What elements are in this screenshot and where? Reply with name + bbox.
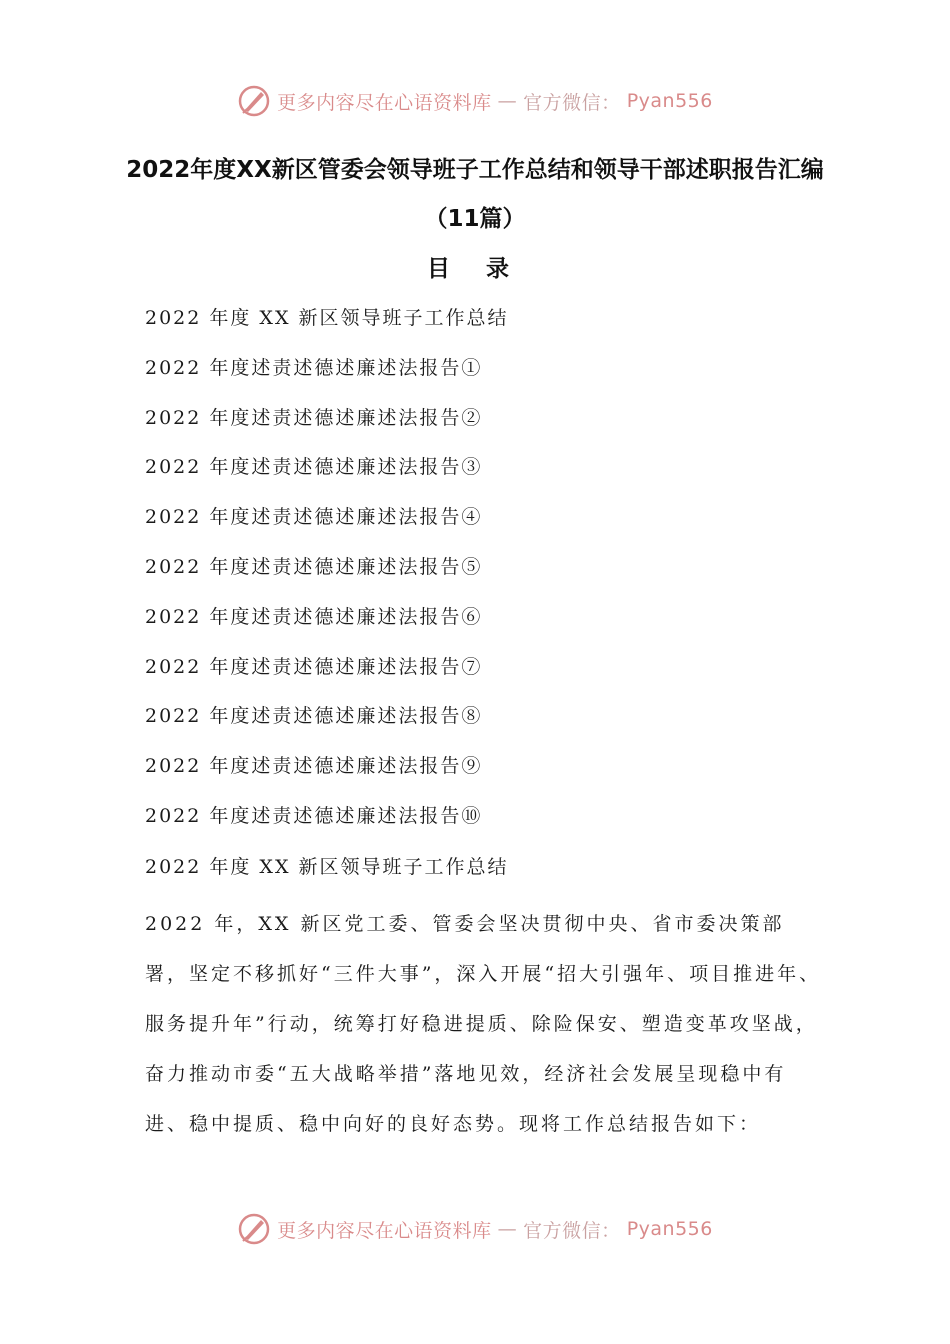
- toc-item[interactable]: 2022 年度述责述德述廉述法报告⑨: [145, 755, 483, 778]
- section-title: 2022 年度 XX 新区领导班子工作总结: [145, 856, 509, 878]
- toc-heading: 目 录: [426, 256, 523, 282]
- header-watermark: [0, 84, 950, 118]
- toc-item[interactable]: 2022 年度述责述德述廉述法报告①: [145, 356, 483, 379]
- quill-logo-icon: [237, 84, 271, 118]
- body-paragraph: 2022 年，XX 新区党工委、管委会坚决贯彻中央、省市委决策部署，坚定不移抓好“三件大事”，深入开展“招大引强年、项目推进年、服务提升年”行动，统筹打好稳进提质、除险保安、塑造变革攻坚战，奋力推动市委“五大战略举措”落地见效，经济社会发展呈现稳中有进、稳中提质、稳中向好的良好态势。现将工作总结报告如下：: [145, 913, 822, 1135]
- watermark-wechat-handle: Pyan556: [626, 1218, 713, 1240]
- watermark-brand: 更多内容尽在心语资料库: [277, 1219, 492, 1242]
- watermark-contact-label: 官方微信：: [523, 91, 621, 114]
- toc-item[interactable]: 2022 年度述责述德述廉述法报告②: [145, 406, 483, 429]
- watermark-dash: —: [497, 1218, 518, 1240]
- toc-item[interactable]: 2022 年度述责述德述廉述法报告⑩: [145, 804, 483, 827]
- watermark-contact-label: 官方微信：: [523, 1219, 621, 1242]
- toc-item[interactable]: 2022 年度述责述德述廉述法报告⑧: [145, 705, 483, 728]
- toc-item[interactable]: 2022 年度述责述德述廉述法报告③: [145, 456, 483, 479]
- toc-item[interactable]: 2022 年度 XX 新区领导班子工作总结: [145, 307, 509, 329]
- table-of-contents: [145, 300, 509, 848]
- toc-item[interactable]: 2022 年度述责述德述廉述法报告⑥: [145, 605, 483, 628]
- watermark-wechat-handle: Pyan556: [626, 90, 713, 112]
- quill-logo-icon: [237, 1212, 271, 1246]
- toc-item[interactable]: 2022 年度述责述德述廉述法报告⑦: [145, 655, 483, 678]
- footer-watermark: [0, 1212, 950, 1246]
- toc-item[interactable]: 2022 年度述责述德述廉述法报告⑤: [145, 555, 483, 578]
- watermark-dash: —: [497, 90, 518, 112]
- document-title: 2022年度XX新区管委会领导班子工作总结和领导干部述职报告汇编（11篇）: [126, 157, 824, 232]
- toc-item[interactable]: 2022 年度述责述德述廉述法报告④: [145, 506, 483, 529]
- watermark-brand: 更多内容尽在心语资料库: [277, 91, 492, 114]
